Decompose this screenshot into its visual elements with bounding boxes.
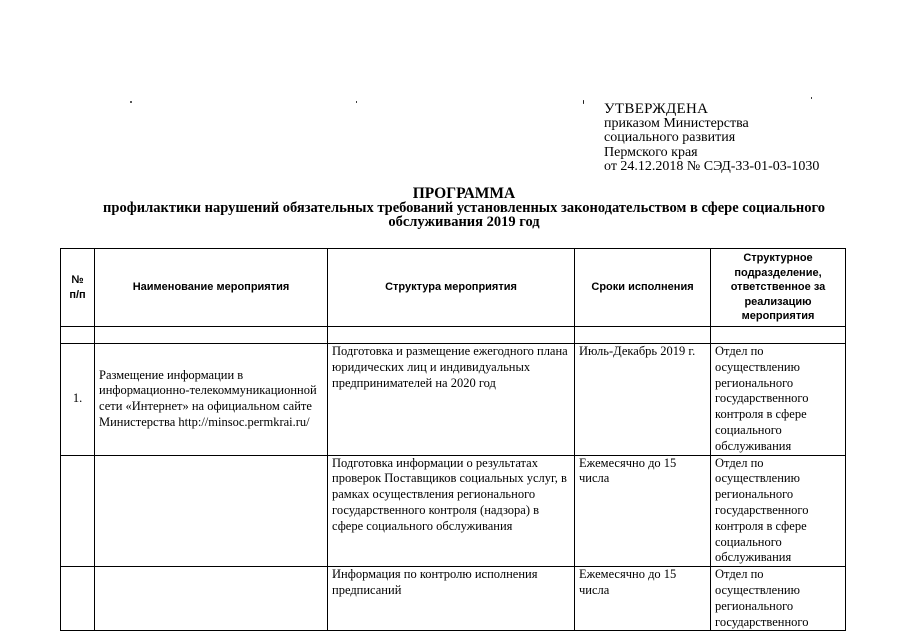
header-name: Наименование мероприятия xyxy=(95,249,328,327)
row-department: Отдел по осуществлению регионального государственного контроля в сфере социального обслуживания xyxy=(711,344,846,456)
table-row xyxy=(61,455,846,567)
row-structure: Подготовка информации о результатах проверок Поставщиков социальных услуг, в рамках осуществления регионального государственного контроля (надзора) в сфере социального обслуживания xyxy=(328,455,575,567)
row-structure: Информация по контролю исполнения предписаний xyxy=(328,567,575,631)
scan-speck xyxy=(811,97,812,99)
header-term: Сроки исполнения xyxy=(575,249,711,327)
header-number: № п/п xyxy=(61,249,95,327)
row-name xyxy=(95,567,328,631)
row-number xyxy=(61,567,95,631)
header-structure: Структура мероприятия xyxy=(328,249,575,327)
empty-cell xyxy=(711,327,846,344)
approval-line: приказом Министерства xyxy=(604,115,749,131)
scan-speck xyxy=(356,101,357,103)
table-row xyxy=(61,344,846,456)
row-department: Отдел по осуществлению регионального государственного контроля в сфере социального обслуживания xyxy=(711,455,846,567)
row-term: Ежемесячно до 15 числа xyxy=(575,455,711,567)
approval-line: социального развития xyxy=(604,130,736,146)
approval-title: УТВЕРЖДЕНА xyxy=(604,101,709,117)
row-term: Июль-Декабрь 2019 г. xyxy=(575,344,711,456)
program-table xyxy=(60,248,846,631)
row-name xyxy=(95,455,328,567)
empty-cell xyxy=(575,327,711,344)
empty-cell xyxy=(61,327,95,344)
row-number xyxy=(61,455,95,567)
table-header-row xyxy=(61,249,846,327)
empty-cell xyxy=(328,327,575,344)
row-structure: Подготовка и размещение ежегодного плана юридических лиц и индивидуальных предпринимателей на 2020 год xyxy=(328,344,575,456)
row-department: Отдел по осуществлению регионального государственного xyxy=(711,567,846,631)
empty-cell xyxy=(95,327,328,344)
document-title: ПРОГРАММА xyxy=(412,185,516,202)
table-spacer-row xyxy=(61,327,846,344)
approval-line: Пермского края xyxy=(604,144,698,160)
row-name: Размещение информации в информационно-телекоммуникационной сети «Интернет» на официальном сайте Министерства http://minsoc.permkrai.ru/ xyxy=(95,344,328,456)
approval-stamp xyxy=(604,102,819,175)
header-department: Структурное подразделение, ответственное за реализацию мероприятия xyxy=(711,249,846,327)
document-subtitle: профилактики нарушений обязательных требований установленных законодательством в сфере социального обслуживания 2019 год xyxy=(103,200,825,230)
scan-speck xyxy=(583,100,584,104)
scan-speck xyxy=(130,101,132,103)
table-row xyxy=(61,567,846,631)
row-term: Ежемесячно до 15 числа xyxy=(575,567,711,631)
approval-date: от 24.12.2018 № СЭД-33-01-03-1030 xyxy=(604,159,820,175)
document-heading xyxy=(60,187,868,229)
row-number: 1. xyxy=(61,344,95,456)
